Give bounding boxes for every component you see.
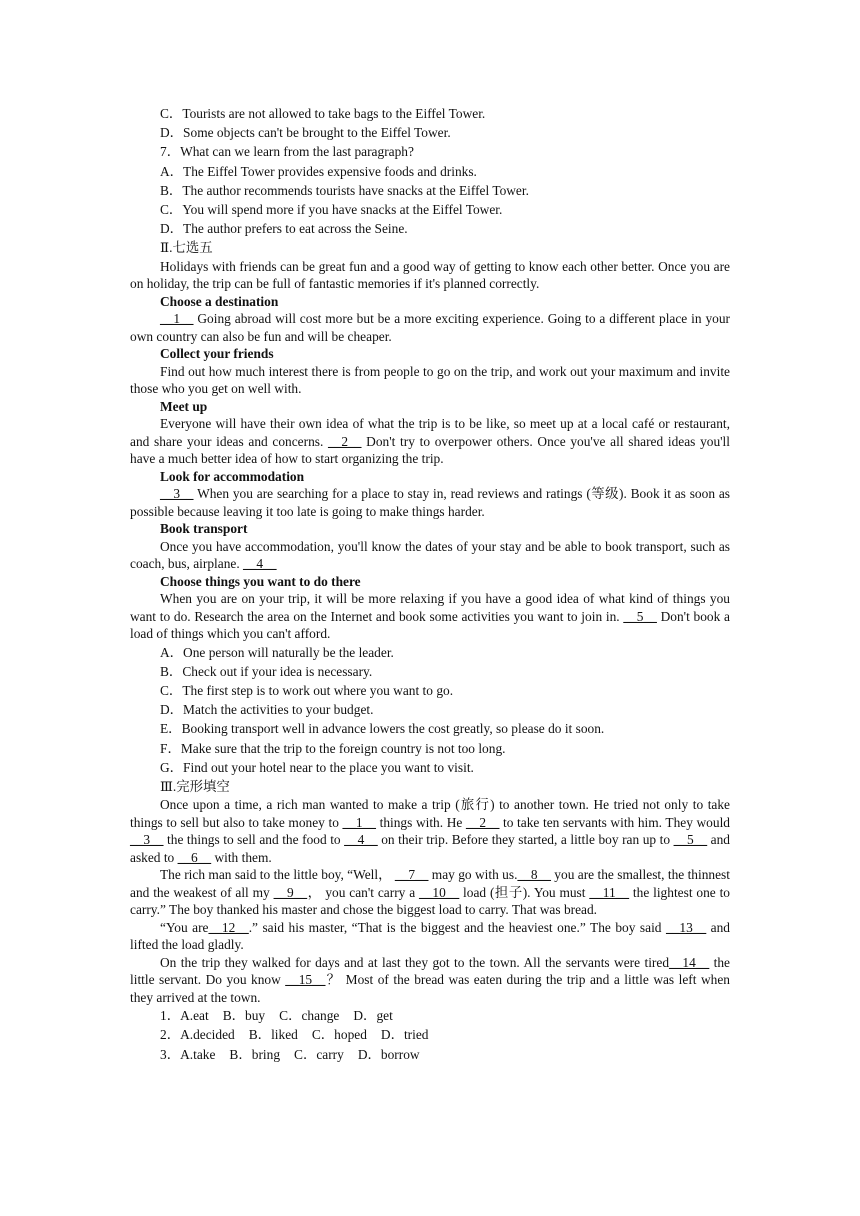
paragraph-destination: __1__ Going abroad will cost more but be a more exciting experience. Going to a different place in your own country can also be fun and will be cheaper. bbox=[130, 311, 730, 344]
paragraph-transport: Once you have accommodation, you'll know the dates of your stay and be able to book transport, such as coach, bus, airplane. __4__ bbox=[130, 538, 730, 572]
option-c: C．The first step is to work out where you want to go. bbox=[160, 683, 454, 699]
cloze-blank-5: __5__ bbox=[673, 832, 708, 848]
q6-option-c: C．Tourists are not allowed to take bags to the Eiffel Tower. bbox=[160, 106, 486, 121]
subheading-friends: Collect your friends bbox=[160, 346, 274, 362]
cloze-blank-8: __8__ bbox=[517, 867, 551, 883]
q7-option-c: C．You will spend more if you have snacks at the Eiffel Tower. bbox=[160, 202, 503, 218]
blank-5: __5__ bbox=[623, 608, 657, 624]
cloze-paragraph-4: On the trip they walked for days and at last they got to the town. All the servants were tired__14__ the little servant. Do you know __15__？ Most of the bread was eaten during the trip and a little was left when they arrived at the town. bbox=[130, 954, 730, 1005]
paragraph-meet-up: Everyone will have their own idea of what the trip is to be like, so meet up at a local café or restaurant, and share your ideas and concerns. __2__ Don't try to overpower others. Once you've all shared ideas you'll have a much better idea of how to start organizing the trip. bbox=[130, 416, 731, 467]
cloze-blank-11: __11__ bbox=[589, 884, 630, 900]
cloze-blank-14: __14__ bbox=[669, 954, 710, 970]
cloze-blank-13: __13__ bbox=[666, 919, 707, 935]
blank-2: __2__ bbox=[328, 433, 362, 449]
cloze-paragraph-2: The rich man said to the little boy, “Well， __7__ may go with us.__8__ you are the smallest, the thinnest and the weakest of all my __9__， you can't carry a __10__ load (担子). You must __11__ the lightest one to carry.” The boy thanked his master and chose the biggest load to carry. That was bread. bbox=[130, 867, 731, 918]
subheading-things-to-do: Choose things you want to do there bbox=[160, 573, 361, 589]
cloze-blank-15: __15__ bbox=[285, 972, 326, 988]
blank-1: __1__ bbox=[160, 311, 194, 327]
paragraph-friends: Find out how much interest there is from people to go on the trip, and work out your maximum and invite those who you get on well with. bbox=[130, 363, 730, 397]
section3-heading: Ⅲ.完形填空 bbox=[160, 779, 230, 795]
subheading-accommodation: Look for accommodation bbox=[160, 468, 305, 484]
subheading-destination: Choose a destination bbox=[160, 293, 279, 309]
option-g: G．Find out your hotel near to the place you want to visit. bbox=[160, 759, 474, 775]
cloze-blank-4: __4__ bbox=[344, 832, 378, 848]
cloze-question-1: 1．A.eat B．buy C．change D．get bbox=[160, 1008, 393, 1024]
q7-option-a: A．The Eiffel Tower provides expensive foods and drinks. bbox=[160, 163, 477, 179]
paragraph-things-to-do: When you are on your trip, it will be more relaxing if you have a good idea of what kind of things you want to do. Research the area on the Internet and book some activities you want to join in. __5__ Don't book a load of things which you can't afford. bbox=[130, 591, 730, 642]
blank-4: __4__ bbox=[243, 556, 277, 572]
q7-stem: 7．What can we learn from the last paragraph? bbox=[160, 144, 414, 160]
cloze-blank-6: __6__ bbox=[177, 849, 212, 865]
document-page bbox=[130, 104, 730, 1064]
q7-option-b: B．The author recommends tourists have snacks at the Eiffel Tower. bbox=[160, 182, 529, 198]
q6-option-d: D．Some objects can't be brought to the Eiffel Tower. bbox=[160, 125, 451, 141]
option-d: D．Match the activities to your budget. bbox=[160, 702, 374, 718]
paragraph-accommodation: __3__ When you are searching for a place to stay in, read reviews and ratings (等级). Book it as soon as possible because leaving it too late is going to make things harder. bbox=[130, 486, 730, 519]
option-e: E．Booking transport well in advance lowers the cost greatly, so please do it soon. bbox=[160, 721, 605, 737]
cloze-question-2: 2．A.decided B．liked C．hoped D．tried bbox=[160, 1027, 429, 1043]
cloze-blank-3: __3__ bbox=[130, 832, 164, 848]
cloze-blank-12: __12__ bbox=[208, 919, 249, 935]
cloze-paragraph-3: “You are__12__.” said his master, “That is the biggest and the heaviest one.” The boy said __13__ and lifted the load gladly. bbox=[130, 919, 731, 953]
option-b: B．Check out if your idea is necessary. bbox=[160, 663, 373, 679]
blank-3: __3__ bbox=[160, 486, 194, 502]
cloze-question-3: 3．A.take B．bring C．carry D．borrow bbox=[160, 1046, 420, 1062]
section2-heading: Ⅱ.七选五 bbox=[160, 240, 213, 256]
cloze-paragraph-1: Once upon a time, a rich man wanted to make a trip (旅行) to another town. He tried not only to take things to sell but also to take money to __1__ things with. He __2__ to take ten servants with him. They would __3__ the things to sell and the food to __4__ on their trip. Before they started, a little boy ran up to __5__ and asked to __6__ with them. bbox=[130, 797, 731, 865]
option-f: F．Make sure that the trip to the foreign country is not too long. bbox=[160, 740, 506, 756]
subheading-meet-up: Meet up bbox=[160, 398, 208, 414]
cloze-blank-2: __2__ bbox=[465, 814, 500, 830]
cloze-blank-1: __1__ bbox=[342, 814, 376, 830]
cloze-blank-7: __7__ bbox=[394, 867, 429, 883]
q7-option-d: D．The author prefers to eat across the Seine. bbox=[160, 221, 408, 237]
cloze-blank-10: __10__ bbox=[419, 884, 460, 900]
section2-intro: Holidays with friends can be great fun and a good way of getting to know each other better. Once you are on holiday, the trip can be full of fantastic memories if it's planned correctly. bbox=[130, 258, 730, 292]
subheading-transport: Book transport bbox=[160, 521, 248, 537]
option-a: A．One person will naturally be the leader. bbox=[160, 644, 394, 660]
cloze-blank-9: __9__ bbox=[273, 884, 308, 900]
